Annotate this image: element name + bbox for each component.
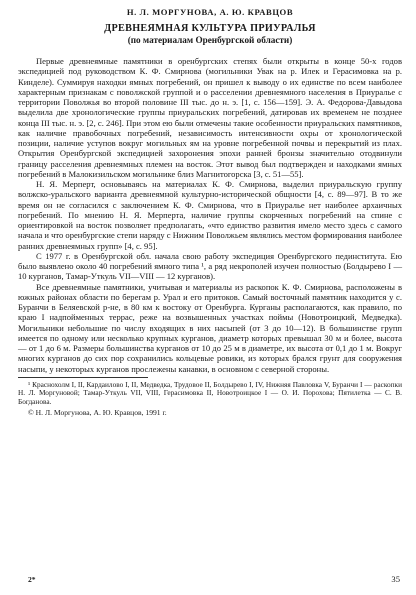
- article-page: [18, 7, 402, 417]
- paragraph: С 1977 г. в Оренбургской обл. начала свою работу экспедиция Оренбургского пединститута. Ею было выявлено около 40 погребений ямного типа ¹, а ряд некрополей изучен полностью (Болдырево I — 10 курганов, Тамар-Уткуль VII—VIII — 12 курганов).: [18, 250, 402, 282]
- article-title: ДРЕВНЕЯМНАЯ КУЛЬТУРА ПРИУРАЛЬЯ: [104, 23, 316, 34]
- page-number: 35: [391, 574, 400, 584]
- paragraph: Н. Я. Мерперт, основываясь на материалах К. Ф. Смирнова, выделил приуральскую группу волжско-уральского варианта древнеямной культурно-исторической общности [4, с. 89—97]. В то же время он не согласился с заключением К. Ф. Смирнова, что в Приуралье нет наиболее архаичных погребений. По мнению Н. Я. Мерперта, наличие группы скорченных погребений на спине с ориентировкой на восток позволяет предполагать, «что единство развития имело место здесь с самого начала и что оренбургские степи наряду с Нижним Поволжьем являлись местом формирования наиболее ранних древнеямных групп» [4, с. 95].: [18, 179, 402, 251]
- footnote-divider: [18, 377, 148, 378]
- article-subtitle: (по материалам Оренбургской области): [127, 35, 293, 45]
- article-body: [18, 56, 402, 374]
- paragraph: Первые древнеямные памятники в оренбургских степях были открыты в конце 50-х годов экспедицией под руководством К. Ф. Смирнова (могильники Увак на р. Илек и Герасимовка на р. Кинделе). Суммируя находки ямных погребений, он пришел к выводу о их единстве по всем наиболее характерным признакам с поволжской группой и о расселении древнеямного населения в Приуралье с территории Поволжья во второй половине III тыс. до н. э. [1, с. 156—159]. Э. А. Федорова-Давыдова выделила две хронологические группы приуральских погребений, датировав их временем не позднее конца III тыс. н. э. [2, с. 246]. При этом ею были отмечены такие особенности приуральских памятников, как наличие правобочных погребений, независимость интенсивности охры от хронологической позиции, наличие уступов вокруг могильных ям на уровне погребенной почвы и перекрытий из плах. Открытия Оренбургской экспедицией захоронения эпохи ранней бронзы значительно отодвинули границу расселения древнеямных племен на восток. Этот вывод был подтвержден и находками ямных погребений в Малокизильском могильнике близ Магнитогорска [3, с. 51—55].: [18, 56, 402, 179]
- printer-signature-mark: 2*: [28, 575, 36, 584]
- copyright-notice: © Н. Л. Моргунова, А. Ю. Кравцов, 1991 г.: [28, 407, 167, 417]
- paragraph: Все древнеямные памятники, учитывая и материалы из раскопок К. Ф. Смирнова, расположены в южных районах области по берегам р. Урал и его притоков. Самый восточный памятник находится у с. Буранчи в Беляевской р-не, в 80 км к востоку от Оренбурга. Курганы располагаются, как правило, по краю I надпойменных террас, реже на возвышенных участках поймы (Новотроицкий, Медведка). Могильники небольшие по числу входящих в них насыпей (от 3 до 10—12). В большинстве групп имеется по одному или несколько крупных курганов, диаметр которых превышал 30 м и более, высота — от 1 до 6 м. Размеры большинства курганов от 10 до 25 м в диаметре, их высота от 0,1 до 1 м. Вокруг многих курганов до сих пор сохранились кольцевые ровики, из которых брался грунт для сооружения насыпи, у некоторых курганов прослежены канавки, в основном с северной стороны.: [18, 281, 402, 374]
- article-authors: Н. Л. МОРГУНОВА, А. Ю. КРАВЦОВ: [126, 7, 294, 17]
- footnote: ¹ Краснохолм I, II, Кардаилово I, II, Медведка, Трудовое II, Болдырево I, IV, Нижняя Павловка V, Буранчи I — раскопки Н. Л. Моргуновой; Тамар-Уткуль VII, VIII, Герасимовка II, Новотроицкое I — О. И. Порохова; Пятилетка — С. В. Богданова.: [18, 379, 402, 406]
